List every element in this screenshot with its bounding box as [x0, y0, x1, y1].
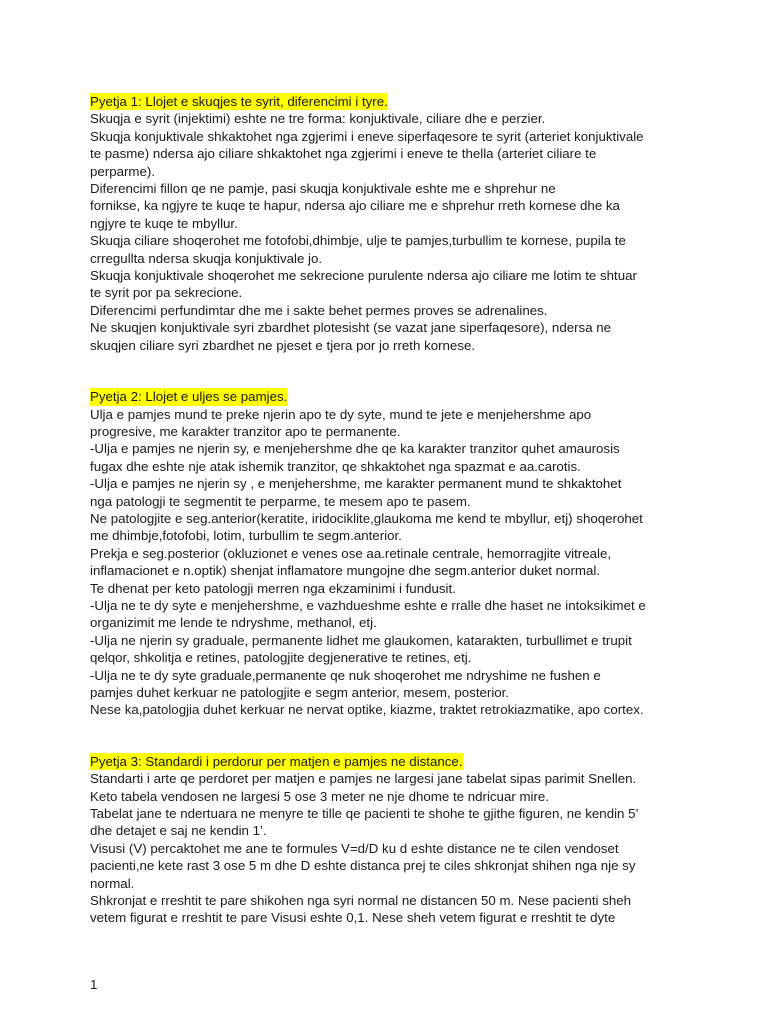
- question-title: Pyetja 2: Llojet e uljes se pamjes.: [90, 389, 288, 405]
- paragraph-line: -Ulja ne te dy syte graduale,permanente qe nuk shoqerohet me ndryshime ne fushen e: [90, 667, 601, 683]
- paragraph-line: fugax dhe eshte nje atak ishemik tranzitor, qe shkaktohet nga spazmat e aa.carotis.: [90, 458, 581, 474]
- paragraph-line: Ne skuqjen konjuktivale syri zbardhet plotesisht (se vazat jane siperfaqesore), ndersa ne: [90, 320, 612, 336]
- paragraph-line: organizimit me lende te ndryshme, methanol, etj.: [90, 615, 377, 631]
- paragraph-line: Ne patologjite e seg.anterior(keratite, iridociklite,glaukoma me kend te mbyllur, etj) shoqerohet: [90, 510, 643, 526]
- question-title: Pyetja 3: Standardi i perdorur per matjen e pamjes ne distance.: [90, 753, 463, 769]
- page-number: 1: [90, 977, 98, 992]
- paragraph-line: Skuqja ciliare shoqerohet me fotofobi,dhimbje, ulje te pamjes,turbullim te kornese, pupila te: [90, 233, 626, 249]
- question-section: [90, 93, 710, 354]
- paragraph-line: Diferencimi perfundimtar dhe me i sakte behet permes proves se adrenalines.: [90, 302, 548, 318]
- paragraph-line: pacienti,ne kete rast 3 ose 5 m dhe D eshte distanca prej te ciles shkronjat shihen nga nje sy: [90, 858, 636, 874]
- paragraph-line: crregullta ndersa skuqja konjuktivale jo.: [90, 250, 323, 266]
- paragraph-line: Prekja e seg.posterior (okluzionet e venes ose aa.retinale centrale, hemorragjite vitreale,: [90, 545, 612, 561]
- paragraph-line: perparme).: [90, 163, 156, 179]
- paragraph-line: qelqor, shkolitja e retines, patologjite degjenerative te retines, etj.: [90, 650, 472, 666]
- paragraph-line: pamjes duhet kerkuar ne patologjite e segm anterior, mesem, posterior.: [90, 685, 510, 700]
- question-title: Pyetja 1: Llojet e skuqjes te syrit, diferencimi i tyre.: [90, 94, 388, 109]
- paragraph-line: Ulja e pamjes mund te preke njerin apo te dy syte, mund te jete e menjehershme apo: [90, 406, 592, 422]
- paragraph-line: vetem figurat e rreshtit te pare Visusi eshte 0,1. Nese sheh vetem figurat e rreshtit te dyte: [90, 910, 616, 926]
- paragraph-line: Skuqja konjuktivale shkaktohet nga zgjerimi i eneve siperfaqesore te syrit (arteriet konjuktivale: [90, 128, 644, 144]
- paragraph-line: Standarti i arte qe perdoret per matjen e pamjes ne largesi jane tabelat sipas parimit Snellen.: [90, 771, 637, 787]
- paragraph-line: inflamacionet e n.optik) shenjat inflamatore mungojne dhe segm.anterior duket normal.: [90, 563, 600, 579]
- paragraph-line: -Ulja ne te dy syte e menjehershme, e vazhdueshme eshte e rralle dhe haset ne intoksikimet e: [90, 597, 646, 613]
- paragraph-line: progresive, me karakter tranzitor apo te permanente.: [90, 423, 401, 439]
- paragraph-line: Te dhenat per keto patologji merren nga ekzaminimi i fundusit.: [90, 580, 456, 596]
- paragraph-line: -Ulja e pamjes ne njerin sy , e menjehershme, me karakter permanent mund te shkaktohet: [90, 476, 622, 492]
- paragraph-line: nga patologji te segmentit te perparme, te mesem apo te pasem.: [90, 493, 471, 509]
- paragraph-line: Visusi (V) percaktohet me ane te formules V=d/D ku d eshte distance ne te cilen vendoset: [90, 840, 619, 856]
- paragraph-line: -Ulja ne njerin sy graduale, permanente lidhet me glaukomen, katarakten, turbullimet e trupit: [90, 632, 632, 648]
- question-section: [90, 753, 710, 927]
- paragraph-line: Nese ka,patologjia duhet kerkuar ne nervat optike, kiazme, traktet retrokiazmatike, apo cortex.: [90, 702, 644, 718]
- paragraph-line: fornikse, ka ngjyre te kuqe te hapur, ndersa ajo ciliare me e shprehur rreth kornese dhe ka: [90, 198, 620, 214]
- paragraph-line: normal.: [90, 875, 135, 891]
- paragraph-line: te pasme) ndersa ajo ciliare shkaktohet nga zgjerimi i eneve te thella (arteriet ciliare te: [90, 146, 597, 162]
- paragraph-line: skuqjen ciliare syri zbardhet ne pjeset e tjera por jo rreth kornese.: [90, 337, 476, 353]
- paragraph-line: ngjyre te kuqe te mbyllur.: [90, 215, 238, 231]
- paragraph-line: Skuqja konjuktivale shoqerohet me sekrecione purulente ndersa ajo ciliare me lotim te shtuar: [90, 268, 637, 284]
- paragraph-line: Tabelat jane te ndertuara ne menyre te tille qe pacienti te shohe te gjithe figuren, ne kendin 5’: [90, 806, 639, 822]
- paragraph-line: Diferencimi fillon qe ne pamje, pasi skuqja konjuktivale eshte me e shprehur ne: [90, 181, 556, 197]
- paragraph-line: dhe detajet e saj ne kendin 1’.: [90, 823, 267, 839]
- question-section: [90, 388, 710, 719]
- paragraph-line: Keto tabela vendosen ne largesi 5 ose 3 meter ne nje dhome te ndricuar mire.: [90, 788, 550, 804]
- paragraph-line: me dhimbje,fotofobi, lotim, turbullim te segm.anterior.: [90, 528, 402, 544]
- paragraph-line: Shkronjat e rreshtit te pare shikohen nga syri normal ne distancen 50 m. Nese pacienti sheh: [90, 893, 632, 909]
- paragraph-line: te syrit por pa sekrecione.: [90, 285, 243, 301]
- document-page: [90, 93, 710, 961]
- paragraph-line: -Ulja e pamjes ne njerin sy, e menjehershme dhe qe ka karakter tranzitor quhet amaurosis: [90, 441, 620, 457]
- paragraph-line: Skuqja e syrit (injektimi) eshte ne tre forma: konjuktivale, ciliare dhe e perzier.: [90, 111, 546, 127]
